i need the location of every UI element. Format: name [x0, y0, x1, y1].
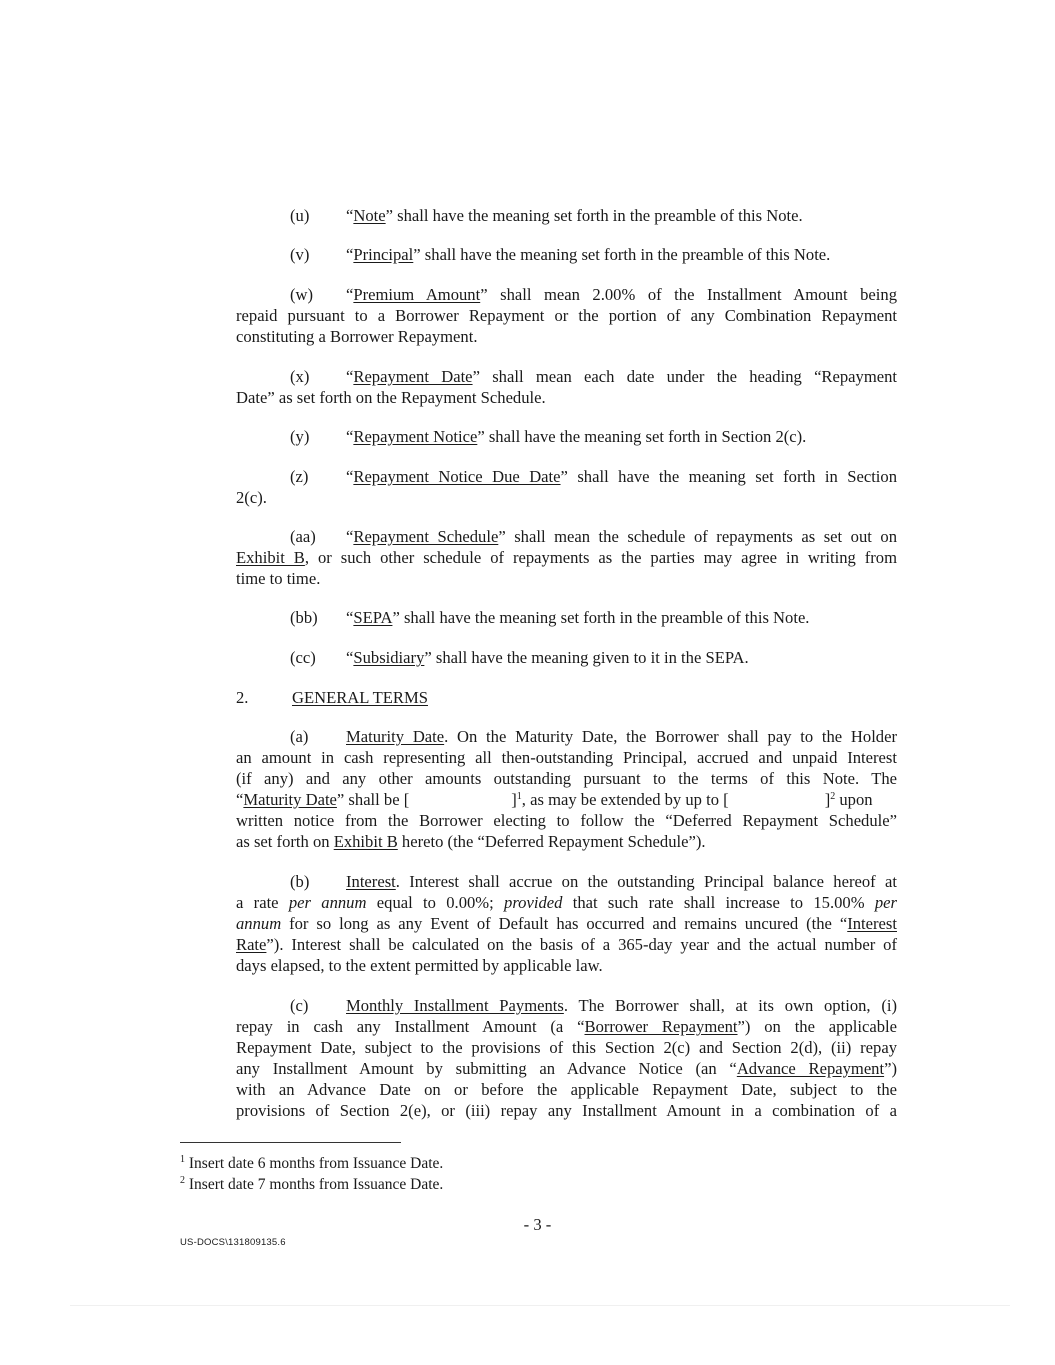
- defined-term: Repayment Notice: [353, 427, 478, 446]
- section-2a: (a) Maturity Date. On the Maturity Date, the Borrower shall pay to the Holder an amount in cash representing all then-outstanding Principal, accrued and unpaid Interest (if any) and any other amounts outstanding pursuant to the terms of this Note. The “Maturity Date” shall be [ ]$^1$, as may be extended by up to [ ]$^2$ upon written notice from the Borrower electing to follow the “Deferred Repayment Schedule” as set forth on Exhibit B hereto (the “Deferred Repayment Schedule”).: [236, 727, 897, 851]
- exhibit-reference: Exhibit B: [333, 832, 398, 851]
- definition-z: (z) “Repayment Notice Due Date” shall have the meaning set forth in Section 2(c).: [236, 467, 898, 507]
- page-edge-divider: [70, 1305, 1010, 1306]
- definition-cc: (cc) “Subsidiary” shall have the meaning given to it in the SEPA.: [290, 648, 749, 667]
- definition-w: (w) “Premium Amount” shall mean 2.00% of the Installment Amount being repaid pursuant to a Borrower Repayment or the portion of any Combination Repayment constituting a Borrower Repayment.: [236, 285, 897, 346]
- footnote-ref[interactable]: 1: [516, 791, 522, 802]
- defined-term: Premium Amount: [353, 285, 481, 304]
- subsection-heading: Maturity Date: [346, 727, 445, 746]
- definition-x: (x) “Repayment Date” shall mean each date under the heading “Repayment Date” as set forth on the Repayment Schedule.: [236, 367, 898, 407]
- defined-term: Repayment Notice Due Date: [353, 467, 561, 486]
- subsection-heading: Interest: [346, 872, 396, 891]
- defined-term: SEPA: [353, 608, 393, 627]
- section-2c: (c) Monthly Installment Payments. The Borrower shall, at its own option, (i) repay in cash any Installment Amount (a “Borrower Repayment”) on the applicable Repayment Date, subject to the provisions of this Section 2(c) and Section 2(d), (ii) repay any Installment Amount by submitting an Advance Notice (an “Advance Repayment”) with an Advance Date on or before the applicable Repayment Date, subject to the provisions of Section 2(e), or (iii) repay any Installment Amount in a combination of a: [236, 996, 897, 1120]
- exhibit-reference: Exhibit B: [236, 548, 305, 567]
- section-heading: 2. GENERAL TERMS: [236, 688, 428, 707]
- footnote-1: $^1$ Insert date 6 months from Issuance Date.: [180, 1154, 444, 1172]
- page-number: - 3 -: [523, 1215, 552, 1234]
- defined-term: Borrower Repayment: [584, 1017, 738, 1036]
- subsection-heading: Monthly Installment Payments: [346, 996, 564, 1015]
- defined-term: Note: [353, 206, 386, 225]
- defined-term: Principal: [353, 245, 414, 264]
- defined-term: Interest: [847, 914, 897, 933]
- defined-term: Maturity Date: [243, 790, 337, 809]
- defined-term: Advance Repayment: [736, 1059, 885, 1078]
- section-title: GENERAL TERMS: [292, 688, 428, 707]
- section-2b: (b) Interest. Interest shall accrue on the outstanding Principal balance hereof at a rate per annum equal to 0.00%; provided that such rate shall increase to 15.00% per annum for so long as any Event of Default has occurred and remains uncured (the “Interest Rate”). Interest shall be calculated on the basis of a 365-day year and the actual number of days elapsed, to the extent permitted by applicable law.: [236, 872, 897, 975]
- footnote-2: $^2$ Insert date 7 months from Issuance Date.: [180, 1175, 444, 1193]
- defined-term: Repayment Schedule: [353, 527, 499, 546]
- footnote-divider: [180, 1142, 401, 1143]
- defined-term: Subsidiary: [353, 648, 425, 667]
- defined-term: Repayment Date: [353, 367, 473, 386]
- definition-v: (v) “Principal” shall have the meaning set forth in the preamble of this Note.: [290, 245, 831, 264]
- document-id: US-DOCS\131809135.6: [180, 1237, 286, 1248]
- definition-bb: (bb) “SEPA” shall have the meaning set forth in the preamble of this Note.: [290, 608, 810, 627]
- footnote-ref[interactable]: 2: [830, 791, 836, 802]
- defined-term: Rate: [236, 935, 267, 954]
- definition-u: (u) “Note” shall have the meaning set forth in the preamble of this Note.: [290, 206, 803, 225]
- definition-aa: (aa) “Repayment Schedule” shall mean the schedule of repayments as set out on Exhibit B, or such other schedule of repayments as the parties may agree in writing from time to time.: [236, 527, 897, 588]
- definition-y: (y) “Repayment Notice” shall have the meaning set forth in Section 2(c).: [290, 427, 807, 446]
